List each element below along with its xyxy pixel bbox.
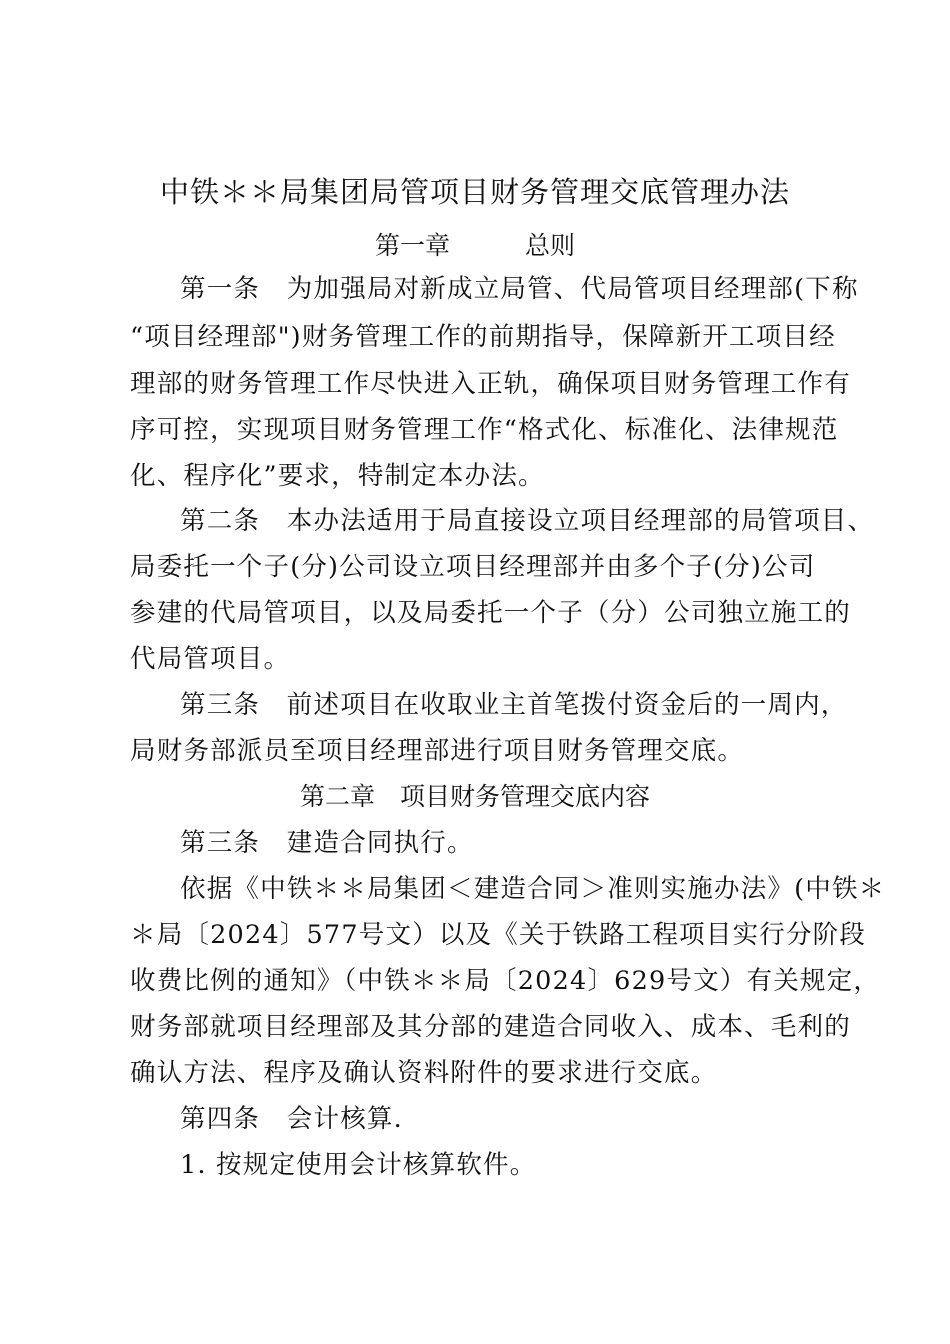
section-contract-heading: 第三条 建造合同执行。 [180,828,474,858]
article-one-line-4: 序可控，实现项目财务管理工作“格式化、标准化、法律规范 [130,415,839,445]
contract-line-3: 收费比例的通知》（中铁＊＊局〔2024〕629号文）有关规定， [130,966,881,996]
article-one-line-2: “项目经理部")财务管理工作的前期指导，保障新开工项目经 [130,322,836,352]
chapter-one-heading: 第一章 总则 [374,231,575,260]
contract-line-5: 确认方法、程序及确认资料附件的要求进行交底。 [130,1058,718,1088]
article-two-line-3: 参建的代局管项目，以及局委托一个子（分）公司独立施工的 [130,598,851,628]
article-four-heading: 第四条 会计核算. [180,1104,403,1134]
article-two-line-2: 局委托一个子(分)公司设立项目经理部并由多个子(分)公司 [130,552,816,582]
document-title: 中铁＊＊局集团局管项目财务管理交底管理办法 [159,175,790,209]
article-one-line-1: 第一条 为加强局对新成立局管、代局管项目经理部(下称 [180,274,859,304]
chapter-two-heading: 第二章 项目财务管理交底内容 [299,782,650,811]
article-three-line-1: 第三条 前述项目在收取业主首笔拨付资金后的一周内， [180,690,848,720]
article-four-item-1: 1. 按规定使用会计核算软件。 [180,1150,537,1180]
contract-line-4: 财务部就项目经理部及其分部的建造合同收入、成本、毛利的 [130,1012,851,1042]
article-three-line-2: 局财务部派员至项目经理部进行项目财务管理交底。 [130,736,745,766]
contract-line-1: 依据《中铁＊＊局集团＜建造合同＞准则实施办法》(中铁＊ [180,874,886,904]
article-two-line-1: 第二条 本办法适用于局直接设立项目经理部的局管项目、 [180,506,875,536]
article-two-line-4: 代局管项目。 [130,644,291,674]
contract-line-2: ＊局〔2024〕577号文）以及《关于铁路工程项目实行分阶段 [130,920,867,950]
article-one-line-3: 理部的财务管理工作尽快进入正轨，确保项目财务管理工作有 [130,369,851,399]
article-one-line-5: 化、程序化”要求，特制定本办法。 [130,461,545,491]
